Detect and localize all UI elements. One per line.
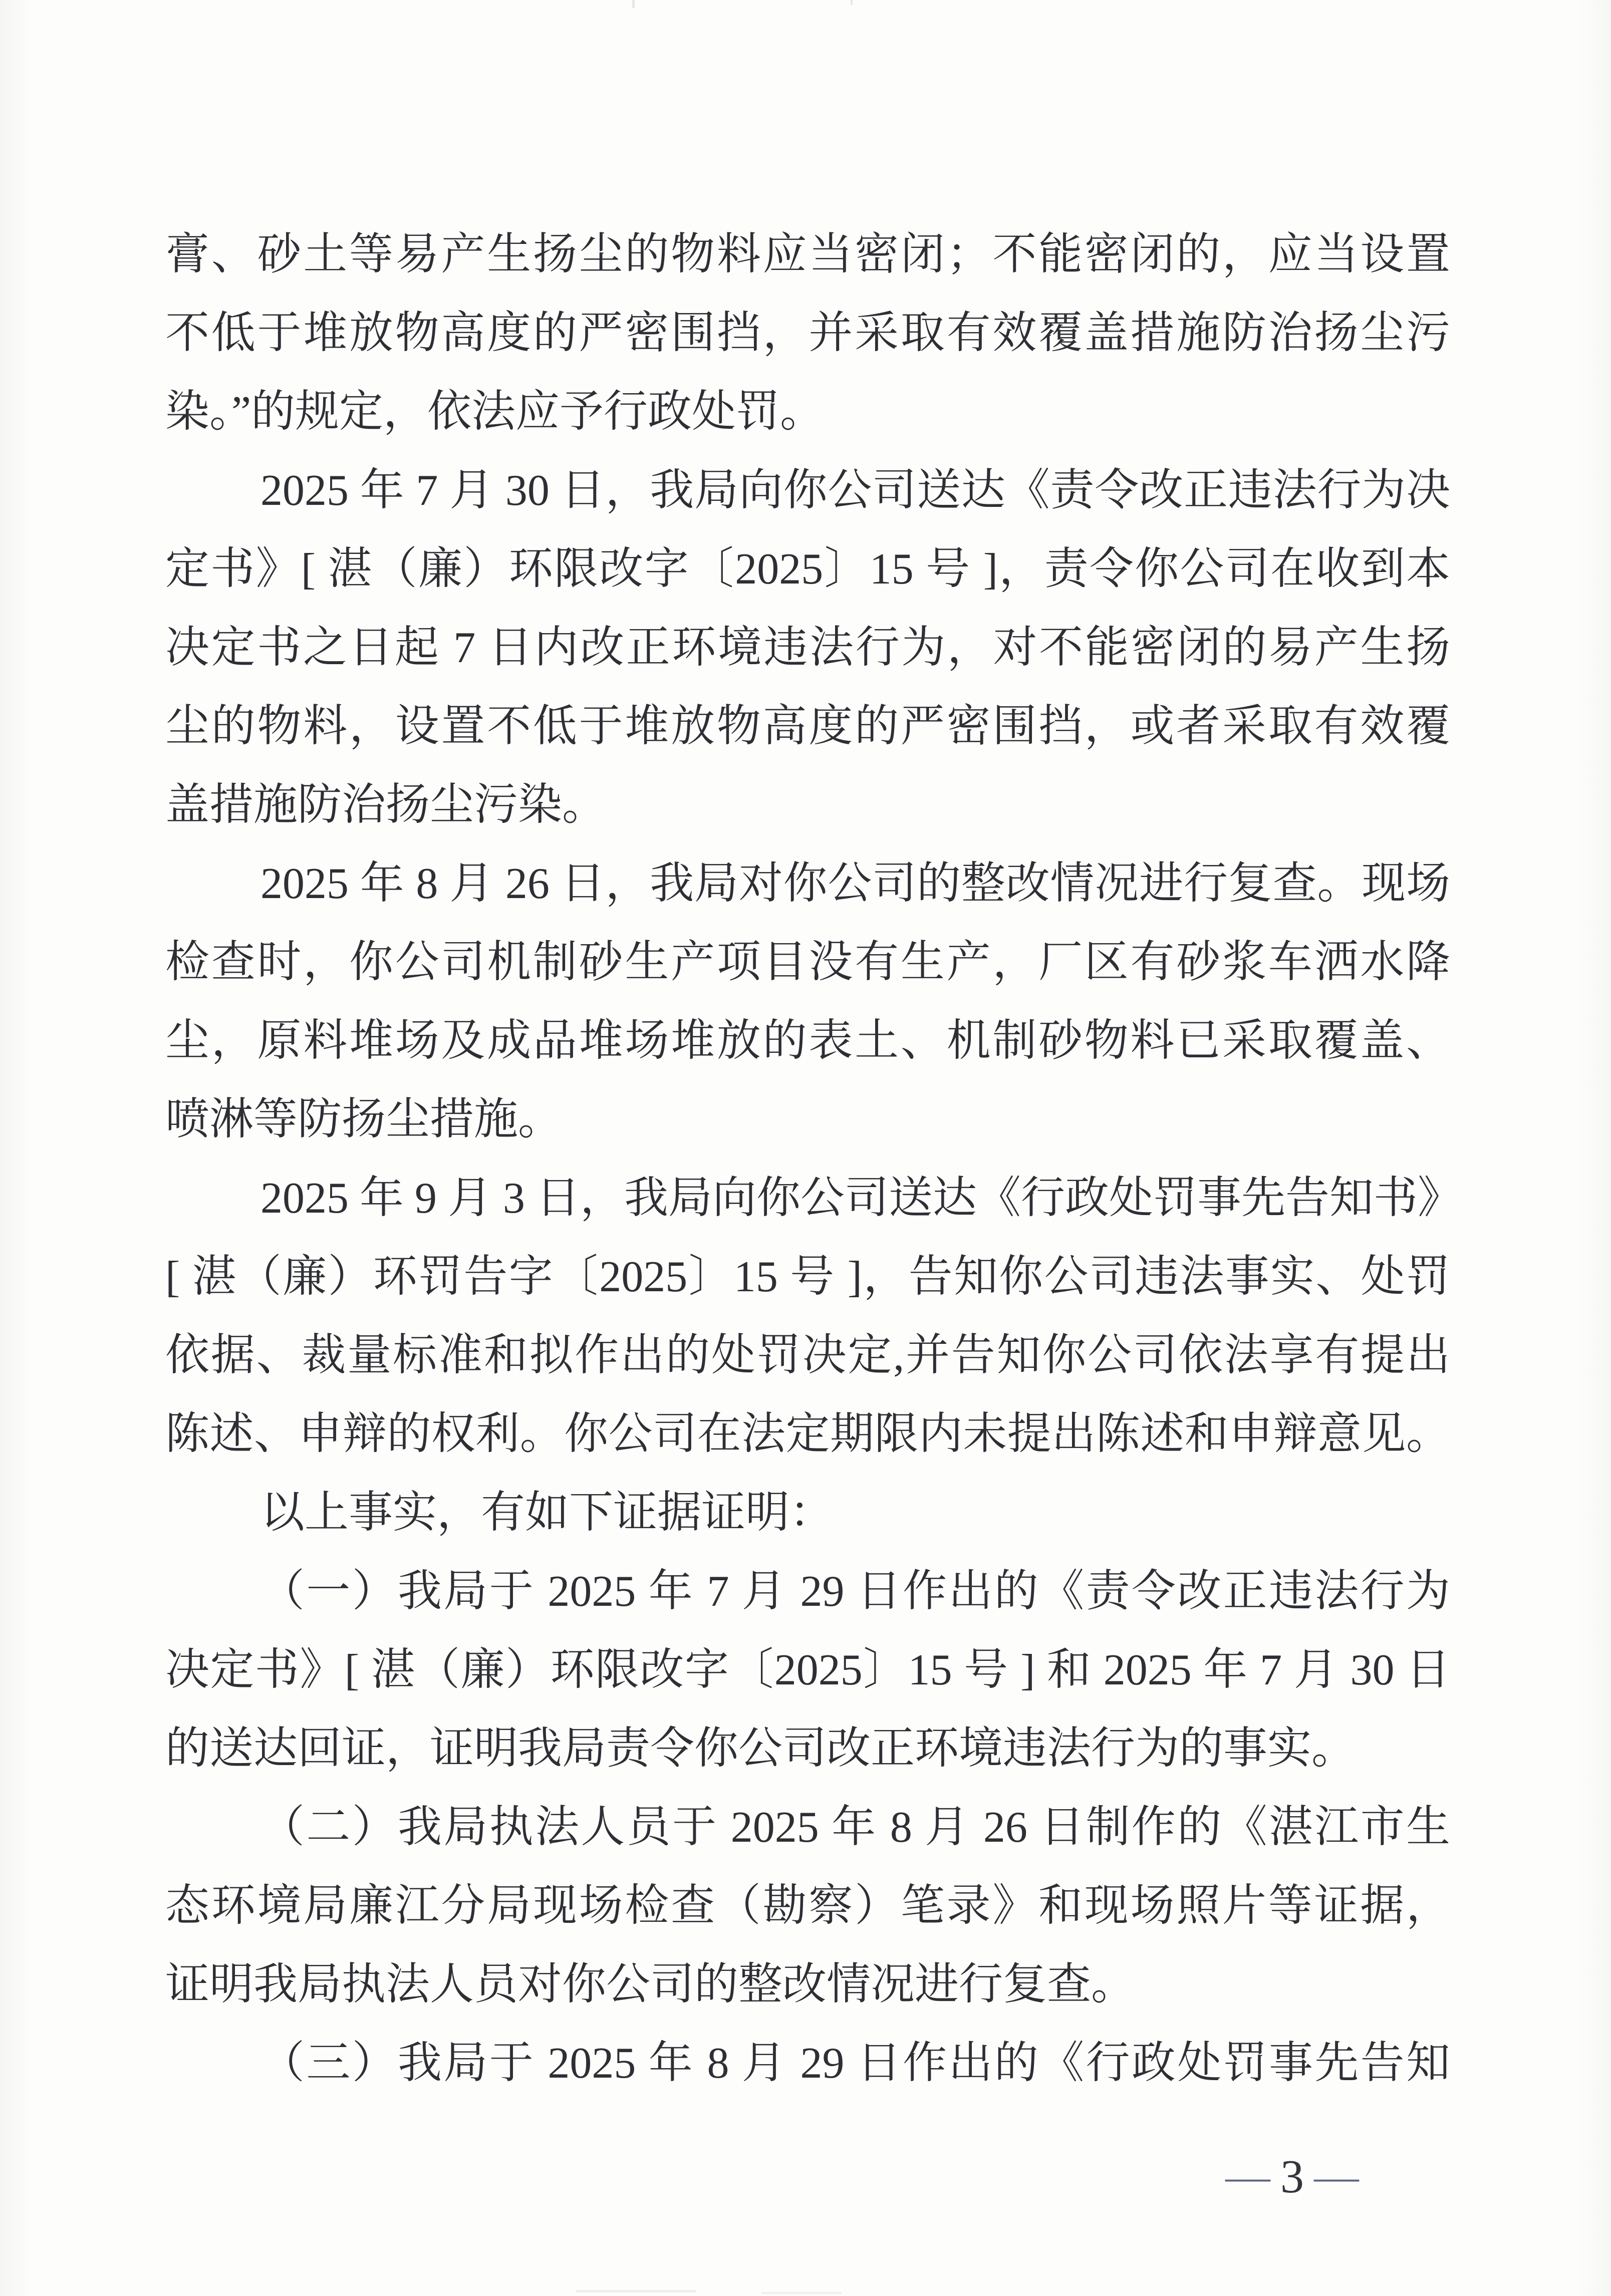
text-line: 2025 年 9 月 3 日，我局向你公司送达《行政处罚事先告知书》	[260, 1174, 1462, 1223]
text-line: （二）我局执法人员于 2025 年 8 月 26 日制作的《湛江市生	[260, 1803, 1450, 1852]
text-line: 盖措施防治扬尘污染。	[165, 781, 607, 829]
text-line: 依据、裁量标准和拟作出的处罚决定,并告知你公司依法享有提出	[165, 1331, 1450, 1380]
text-line: （三）我局于 2025 年 8 月 29 日作出的《行政处罚事先告知	[260, 2039, 1450, 2088]
page-number-dash-left: —	[1225, 2155, 1270, 2198]
text-line: 2025 年 7 月 30 日，我局向你公司送达《责令改正违法行为决	[260, 466, 1450, 515]
text-line: 决定书之日起 7 日内改正环境违法行为，对不能密闭的易产生扬	[165, 624, 1450, 672]
text-line: 尘，原料堆场及成品堆场堆放的表土、机制砂物料已采取覆盖、	[165, 1017, 1450, 1065]
text-line: 尘的物料，设置不低于堆放物高度的严密围挡，或者采取有效覆	[165, 702, 1450, 751]
text-line: 不低于堆放物高度的严密围挡，并采取有效覆盖措施防治扬尘污	[165, 309, 1450, 358]
page-number-dash-right: —	[1314, 2155, 1359, 2198]
page-number-value: 3	[1280, 2151, 1304, 2203]
text-line: 的送达回证，证明我局责令你公司改正环境违法行为的事实。	[165, 1725, 1356, 1773]
text-line: （一）我局于 2025 年 7 月 29 日作出的《责令改正违法行为	[260, 1567, 1450, 1616]
page-number	[1225, 2151, 1359, 2203]
scan-artifact	[851, 0, 853, 5]
text-line: [ 湛（廉）环罚告字〔2025〕15 号 ]，告知你公司违法事实、处罚	[165, 1253, 1450, 1301]
text-line: 染。”的规定，依法应予行政处罚。	[165, 388, 825, 436]
text-line: 陈述、申辩的权利。你公司在法定期限内未提出陈述和申辩意见。	[165, 1410, 1450, 1459]
text-line: 证明我局执法人员对你公司的整改情况进行复查。	[165, 1960, 1136, 2009]
text-line: 膏、砂土等易产生扬尘的物料应当密闭；不能密闭的，应当设置	[165, 230, 1450, 279]
text-line: 喷淋等防扬尘措施。	[165, 1095, 563, 1144]
text-line: 定书》[ 湛（廉）环限改字〔2025〕15 号 ]，责令你公司在收到本	[165, 545, 1450, 594]
text-line: 决定书》[ 湛（廉）环限改字〔2025〕15 号 ] 和 2025 年 7 月 30 日	[165, 1646, 1450, 1694]
scan-artifact	[761, 2292, 842, 2294]
scan-artifact	[632, 0, 635, 8]
scan-artifact	[576, 2290, 696, 2292]
text-line: 态环境局廉江分局现场检查（勘察）笔录》和现场照片等证据，	[165, 1882, 1450, 1930]
text-line: 以上事实，有如下证据证明：	[260, 1489, 834, 1537]
document-body	[165, 215, 1462, 2103]
text-line: 2025 年 8 月 26 日，我局对你公司的整改情况进行复查。现场	[260, 859, 1450, 908]
text-line: 检查时，你公司机制砂生产项目没有生产，厂区有砂浆车洒水降	[165, 938, 1450, 987]
